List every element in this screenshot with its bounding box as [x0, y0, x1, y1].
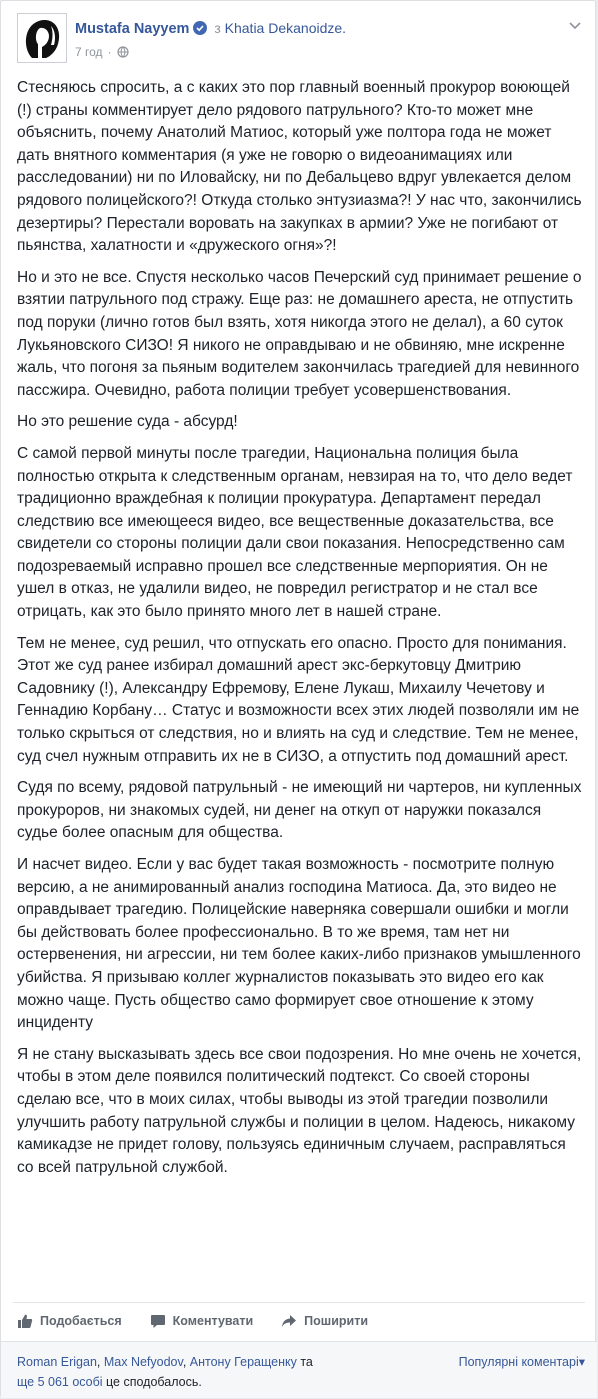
post-paragraph: И насчет видео. Если у вас будет такая возможность - посмотрите полную версию, а не анимированный анализ господина Матиоса. Да, это видео не оправдывает трагедию. Полицейские наверняка совершали ошибки и могли бы действовать более профессионально. В то же время, там нет ни остервенения, ни агрессии, ни тем более каких-либо признаков умышленного убийства. Я призываю коллег журналистов показывать это видео его как можно чаще. Пусть общество само формирует свое отношение к этому инциденту [17, 856, 581, 1032]
comment-icon [150, 1313, 166, 1329]
comment-label: Коментувати [172, 1313, 254, 1328]
post-paragraph: С самой первой минуты после трагедии, Национальна полиция была полностью открыта к следственным органам, невзирая на то, что дело ведет традиционно враждебная к полиции прокуратура. Департамент передал следствию все имеющееся видео, все вещественные доказательства, все свидетели со стороны полиции дали свои показания. Непосредственно сам подозреваемый исправно прошел все следственные мерпориятия. Он не ушел в отказ, не удалили видео, не повредил регистратор и не стал все отрицать, как это было принято много лет в нашей стране. [17, 444, 573, 621]
globe-icon[interactable] [117, 46, 129, 58]
post-body [17, 77, 583, 1188]
avatar-portrait-icon [18, 14, 66, 62]
post-paragraph: Тем не менее, суд решил, что отпускать его опасно. Просто для понимания. Этот же суд ранее избирал домашний арест экс-беркутовцу Дмитрию Садовнику (!), Александру Ефремову, Елене Лукаш, Михаилу Чечетову и Геннадию Корбану… Статус и возможности всех этих людей позволяли им не только скрыться от следствия, но и влиять на суд и следствие. Тем не менее, суд счел нужным отправить их не в СИЗО, а отпустить под домашний арест. [17, 634, 580, 765]
author-line [75, 19, 346, 38]
like-label: Подобається [40, 1313, 122, 1328]
comment-button[interactable] [150, 1313, 254, 1329]
likes-suffix: це сподобалось. [102, 1375, 202, 1389]
like-icon [17, 1313, 33, 1329]
post-actions [13, 1302, 585, 1338]
post-paragraph: Но это решение суда - абсурд! [17, 413, 238, 431]
chevron-down-icon[interactable] [567, 17, 583, 33]
share-button[interactable] [281, 1313, 368, 1329]
likes-footer [1, 1341, 597, 1398]
separator: , [182, 1355, 190, 1369]
post-paragraph: Но и это не все. Спустя несколько часов Печерский суд принимает решение о взятии патрульного под стражу. Еще раз: не домашнего ареста, не отпустить под поруки (лично готов был взять, хотя никогда этого не делал), а 60 суток Лукьяновского СИЗО! Я никого не оправдываю и не обвиняю, мне искренне жаль, что погоня за пьяным водителем закончилась трагедией для невинного пассжира. Очевидно, работа полиции требует усовершенствования. [17, 268, 582, 399]
post-time[interactable]: 7 год [75, 45, 103, 59]
with-prefix: з [214, 20, 221, 36]
avatar[interactable] [17, 13, 67, 63]
verified-badge-icon [193, 21, 207, 35]
others-likers-link[interactable]: ще 5 061 особі [17, 1375, 103, 1389]
post-paragraph: Стесняюсь спросить, а с каких это пор главный военный прокурор воюющей (!) страны комментирует дело рядового патрульного? Кто-то может мне объяснить, почему Анатолий Матиос, который уже полтора года не может дать внятного комментария (я уже не говорю о видеоанимациях или расследовании) ни по Иловайску, ни по Дебальцево вдруг увлекается делом рядового полицейского?! Откуда столько энтузиазма?! У нас что, закончились дезертиры? Перестали воровать на закупках в армии? Уже не погибают от пьянства, халатности и «дружеского огня»?! [17, 79, 582, 255]
liker-link[interactable]: Max Nefyodov [103, 1355, 183, 1369]
post-timestamp: 7 год · [75, 45, 129, 59]
tagged-person[interactable]: Khatia Dekanoidze. [224, 20, 347, 36]
liker-link[interactable]: Roman Erigan [17, 1355, 97, 1369]
separator: , [96, 1355, 104, 1369]
dropdown-arrow-icon: ▾ [578, 1355, 585, 1369]
share-icon [281, 1313, 297, 1329]
author-name[interactable]: Mustafa Nayyem [75, 21, 190, 37]
post-header [17, 13, 583, 65]
share-label: Поширити [304, 1313, 369, 1328]
post-paragraph: Я не стану высказывать здесь все свои подозрения. Но мне очень не хочется, чтобы в этом деле появился политический подтекст. Со своей стороны сделаю все, что в моих силах, чтобы выводы из этой трагедии позволили улучшить работу патрульной службы и полиции в целом. Надеюсь, никакому камикадзе не придет голову, пользуясь единичным случаем, расправляться со всей патрульной службой. [17, 1045, 582, 1176]
popular-comments-label: Популярні коментарі [458, 1355, 579, 1369]
likes-summary [17, 1352, 357, 1392]
like-button[interactable] [17, 1313, 122, 1329]
liker-link[interactable]: Антону Геращенку [189, 1355, 297, 1369]
post-paragraph: Судя по всему, рядовой патрульный - не имеющий ни чартеров, ни купленных прокуроров, ни знакомых судей, ни денег на откуп от наружки показался судье более опасным для общества. [17, 779, 582, 842]
and-text: та [296, 1355, 313, 1369]
popular-comments-dropdown[interactable] [459, 1352, 585, 1372]
